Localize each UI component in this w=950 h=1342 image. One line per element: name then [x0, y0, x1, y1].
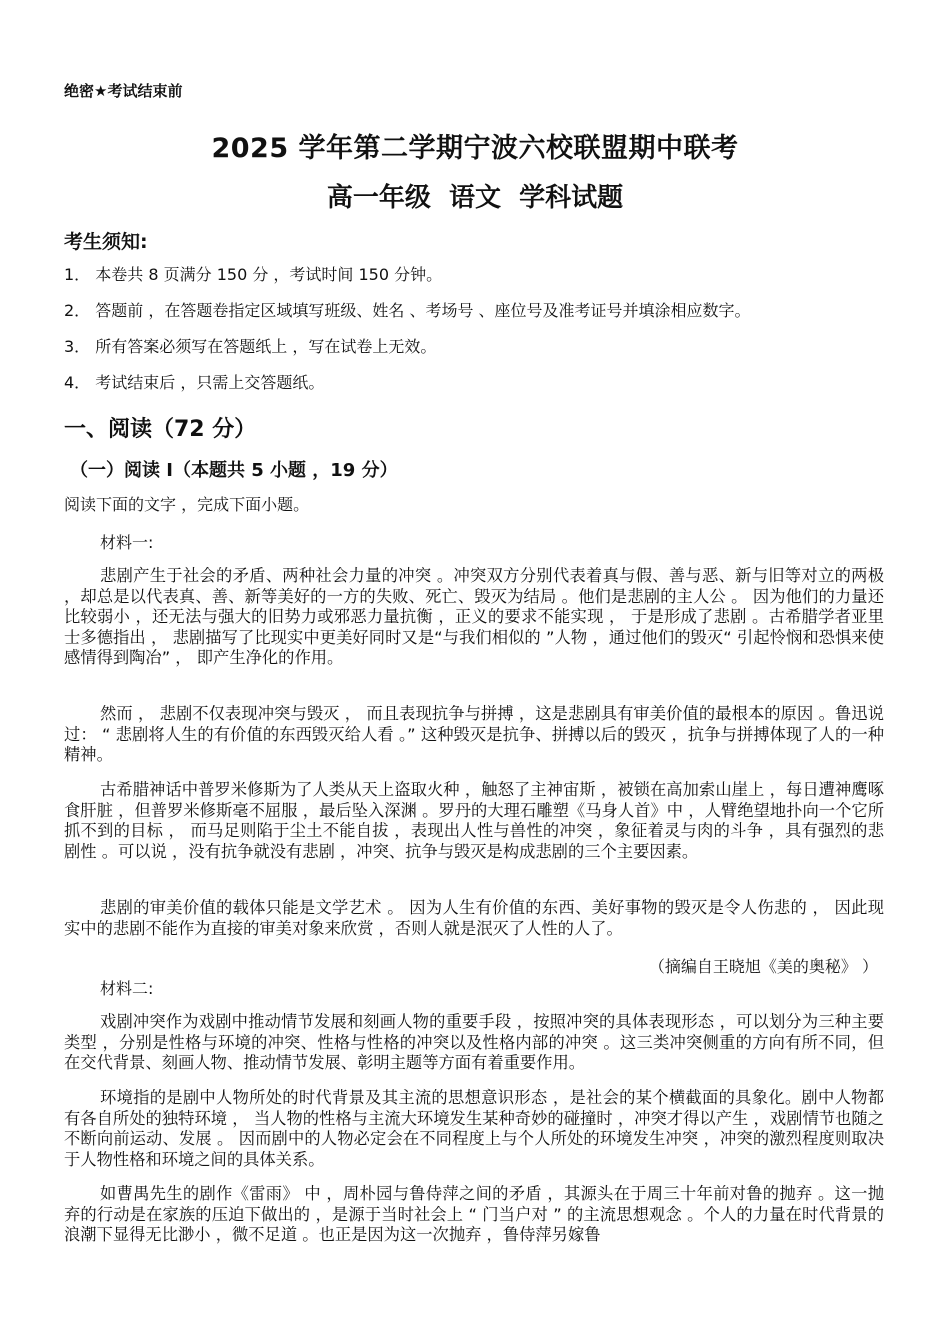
- material-2-paragraph-3: 如曹禺先生的剧作《雷雨》 中 ，周朴园与鲁侍萍之间的矛盾 ，其源头在于周三十年前对鲁的抛弃 。这一抛弃的行动是在家族的压迫下做出的 ，是源于当时社会上 “ 门当户对 ” 的主流思想观念 。个人的力量在时代背景的浪潮下显得无比渺小 ，微不足道 。也正是因为这一次抛弃 ，鲁侍萍另嫁鲁: [64, 1184, 884, 1244]
- section-subheading: （一）阅读 I（本题共 5 小题 ，19 分）: [70, 460, 398, 481]
- exam-title: 2025 学年第二学期宁波六校联盟期中联考: [211, 133, 739, 164]
- notice-item-1: 1． 本卷共 8 页满分 150 分 ，考试时间 150 分钟。: [64, 265, 443, 284]
- material-1-paragraph-2: 然而 ， 悲剧不仅表现冲突与毁灭 ， 而且表现抗争与拼搏 ，这是悲剧具有审美价值的最根本的原因 。鲁迅说过： “ 悲剧将人生的有价值的东西毁灭给人看 。” 这种毁灭是抗争、拼搏以后的毁灭 ，抗争与拼搏体现了人的一种精神。: [64, 704, 884, 764]
- material-1-source: （摘编自王晓旭《美的奥秘》 ）: [648, 957, 878, 976]
- notice-item-2: 2． 答题前 ，在答题卷指定区域填写班级、姓名 、考场号 、座位号及准考证号并填涂相应数字。: [64, 301, 751, 320]
- material-2-paragraph-1: 戏剧冲突作为戏剧中推动情节发展和刻画人物的重要手段 ，按照冲突的具体表现形态 ，可以划分为三种主要类型 ，分别是性格与环境的冲突、性格与性格的冲突以及性格内部的冲突 。这三类冲突侧重的方向有所不同，但在交代背景、刻画人物、推动情节发展、彰明主题等方面有着重要作用。: [64, 1012, 884, 1072]
- section-heading: 一、阅读（72 分）: [64, 417, 257, 442]
- confidential-mark: 绝密★考试结束前: [64, 82, 183, 100]
- material-1-paragraph-3: 古希腊神话中普罗米修斯为了人类从天上盗取火种 ，触怒了主神宙斯 ，被锁在高加索山崖上 ，每日遭神鹰啄食肝脏 ，但普罗米修斯毫不屈服 ，最后坠入深渊 。罗丹的大理石雕塑《马身人首》中 ，人臂绝望地扑向一个它所抓不到的目标 ， 而马足则陷于尘土不能自拔 ，表现出人性与兽性的冲突 ，象征着灵与肉的斗争 ，具有强烈的悲剧性 。可以说 ，没有抗争就没有悲剧 ，冲突、抗争与毁灭是构成悲剧的三个主要因素。: [64, 780, 884, 861]
- exam-subtitle: 高一年级 语文 学科试题: [326, 183, 624, 213]
- reading-instruction: 阅读下面的文字 ，完成下面小题。: [64, 495, 310, 514]
- material-2-label: 材料二:: [100, 979, 154, 998]
- notice-heading: 考生须知:: [64, 231, 148, 253]
- material-1-paragraph-4: 悲剧的审美价值的载体只能是文学艺术 。 因为人生有价值的东西、美好事物的毁灭是令人伤悲的 ， 因此现实中的悲剧不能作为直接的审美对象来欣赏 ，否则人就是泯灭了人性的人了。: [64, 898, 884, 938]
- material-1-label: 材料一:: [100, 533, 154, 552]
- notice-item-4: 4． 考试结束后 ，只需上交答题纸。: [64, 373, 325, 392]
- material-2-paragraph-2: 环境指的是剧中人物所处的时代背景及其主流的思想意识形态 ，是社会的某个横截面的具象化。剧中人物都有各自所处的独特环境 ， 当人物的性格与主流大环境发生某种奇妙的碰撞时 ，冲突才得以产生 ，戏剧情节也随之不断向前运动、发展 。 因而剧中的人物必定会在不同程度上与个人所处的环境发生冲突 ，冲突的激烈程度则取决于人物性格和环境之间的具体关系。: [64, 1088, 884, 1169]
- notice-item-3: 3． 所有答案必须写在答题纸上 ，写在试卷上无效。: [64, 337, 437, 356]
- material-1-paragraph-1: 悲剧产生于社会的矛盾、两种社会力量的冲突 。冲突双方分别代表着真与假、善与恶、新与旧等对立的两极 ，却总是以代表真、善、新等美好的一方的失败、死亡、毁灭为结局 。他们是悲剧的主人公 。 因为他们的力量还比较弱小 ，还无法与强大的旧势力或邪恶力量抗衡 ，正义的要求不能实现 ， 于是形成了悲剧 。古希腊学者亚里士多德指出 ， 悲剧描写了比现实中更美好同时又是“与我们相似的 ”人物 ，通过他们的毁灭“ 引起怜悯和恐惧来使感情得到陶冶” ， 即产生净化的作用。: [64, 566, 884, 667]
